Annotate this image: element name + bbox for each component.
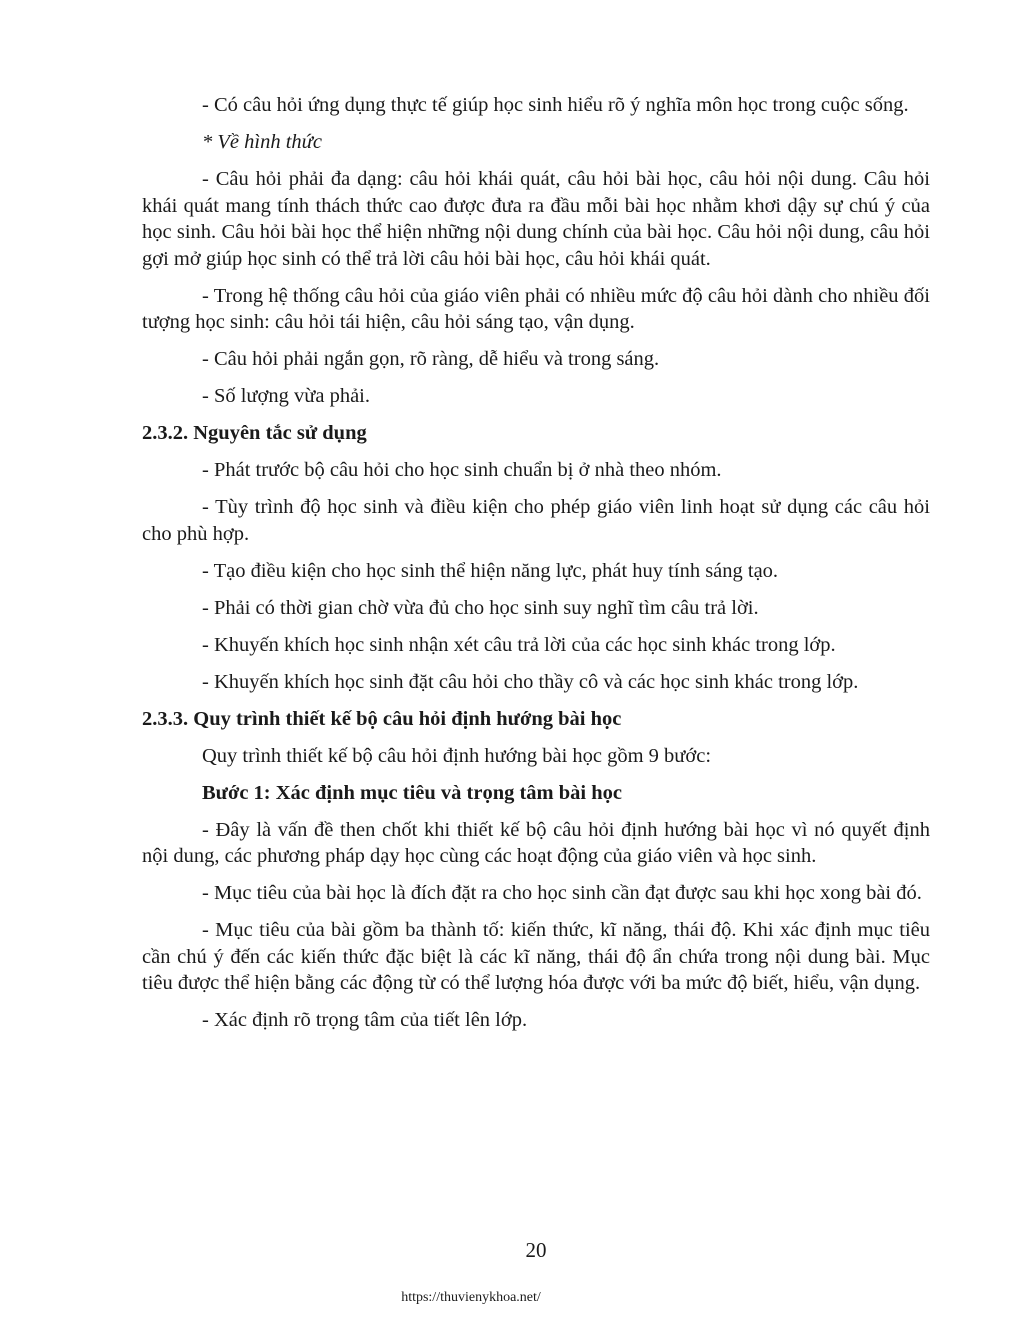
paragraph: Quy trình thiết kế bộ câu hỏi định hướng bài học gồm 9 bước: — [202, 744, 712, 767]
document-body — [142, 92, 930, 1044]
footer-url[interactable]: https://thuvienykhoa.net/ — [401, 1290, 541, 1305]
paragraph: - Tạo điều kiện cho học sinh thể hiện năng lực, phát huy tính sáng tạo. — [202, 559, 779, 582]
paragraph: - Mục tiêu của bài gồm ba thành tố: kiến thức, kĩ năng, thái độ. Khi xác định mục tiêu cần chú ý đến các kiến thức đặc biệt là các kĩ năng, thái độ ẩn chứa trong nội dung bài. Mục tiêu được thể hiện bằng các động từ có thể lượng hóa được với ba mức độ biết, hiểu, vận dụng. — [142, 919, 930, 994]
subheading-form: * Về hình thức — [202, 131, 322, 153]
paragraph: - Khuyến khích học sinh đặt câu hỏi cho thầy cô và các học sinh khác trong lớp. — [202, 670, 859, 693]
paragraph: - Mục tiêu của bài học là đích đặt ra cho học sinh cần đạt được sau khi học xong bài đó. — [202, 882, 922, 904]
section-heading: 2.3.2. Nguyên tắc sử dụng — [142, 422, 367, 444]
section-heading: 2.3.3. Quy trình thiết kế bộ câu hỏi định hướng bài học — [142, 707, 622, 730]
paragraph: - Xác định rõ trọng tâm của tiết lên lớp. — [202, 1009, 528, 1031]
paragraph: - Trong hệ thống câu hỏi của giáo viên phải có nhiều mức độ câu hỏi dành cho nhiều đối tượng học sinh: câu hỏi tái hiện, câu hỏi sáng tạo, vận dụng. — [142, 284, 930, 333]
paragraph: - Số lượng vừa phải. — [202, 385, 371, 407]
paragraph: - Câu hỏi phải ngắn gọn, rõ ràng, dễ hiểu và trong sáng. — [202, 348, 660, 370]
paragraph: - Tùy trình độ học sinh và điều kiện cho phép giáo viên linh hoạt sử dụng các câu hỏi cho phù hợp. — [142, 496, 930, 545]
paragraph: - Có câu hỏi ứng dụng thực tế giúp học sinh hiểu rõ ý nghĩa môn học trong cuộc sống. — [202, 94, 909, 116]
paragraph: - Phát trước bộ câu hỏi cho học sinh chuẩn bị ở nhà theo nhóm. — [202, 459, 722, 481]
page-number: 20 — [525, 1238, 547, 1262]
paragraph: - Phải có thời gian chờ vừa đủ cho học sinh suy nghĩ tìm câu trả lời. — [202, 596, 759, 619]
step-heading: Bước 1: Xác định mục tiêu và trọng tâm bài học — [202, 781, 622, 804]
paragraph: - Câu hỏi phải đa dạng: câu hỏi khái quát, câu hỏi bài học, câu hỏi nội dung. Câu hỏi khái quát mang tính thách thức cao được đưa ra đầu mỗi bài học nhằm khơi dậy sự chú ý của học sinh. Câu hỏi bài học thể hiện những nội dung chính của bài học. Câu hỏi nội dung, câu hỏi gợi mở giúp học sinh có thể trả lời câu hỏi bài học, câu hỏi khái quát. — [142, 168, 930, 270]
paragraph: - Đây là vấn đề then chốt khi thiết kế bộ câu hỏi định hướng bài học vì nó quyết định nội dung, các phương pháp dạy học cùng các hoạt động của giáo viên và học sinh. — [142, 818, 930, 867]
paragraph: - Khuyến khích học sinh nhận xét câu trả lời của các học sinh khác trong lớp. — [202, 633, 836, 656]
